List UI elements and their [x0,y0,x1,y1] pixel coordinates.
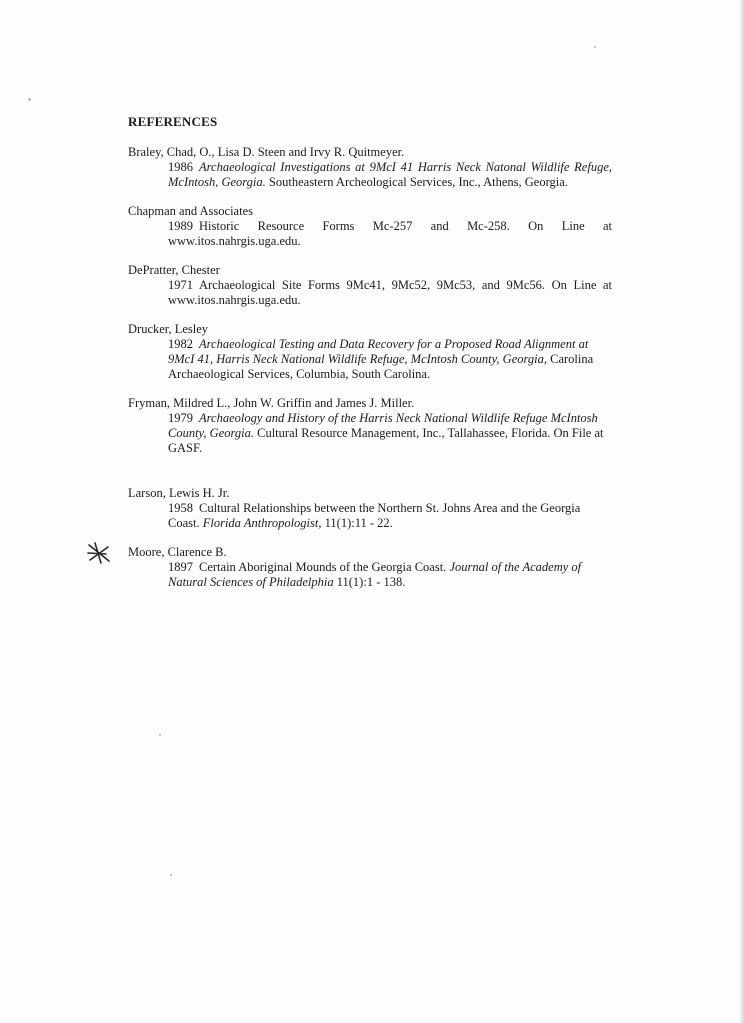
reference-text: Archaeological Site Forms 9Mc41, 9Mc52, 9Mc53, and 9Mc56. On Line at www.itos.nahrgis.uga.edu. [168,278,612,307]
reference-author: Larson, Lewis H. Jr. [128,486,230,500]
reference-pages: 11(1):1 - 138. [333,575,406,589]
reference-body [128,160,612,190]
reference-entry-moore [128,545,612,590]
references-section [128,114,612,604]
reference-body [128,501,612,531]
reference-year: 1897 [168,560,193,574]
reference-title: Archaeological Testing and Data Recovery for a Proposed Road Alignment at 9McI 41, Harris Neck National Wildlife Refuge, McIntosh County, Georgia, [168,337,589,366]
references-heading: REFERENCES [128,114,218,129]
reference-author: Drucker, Lesley [128,322,209,336]
reference-entry-depratter [128,263,612,308]
reference-author: Fryman, Mildred L., John W. Griffin and James J. Miller. [128,396,415,410]
reference-pages: 11(1):11 - 22. [321,516,393,530]
handwritten-star-icon [86,541,112,565]
reference-journal: Florida Anthropologist, [202,516,322,530]
reference-text: Historic Resource Forms Mc-257 and Mc-258. On Line at www.itos.nahrgis.uga.edu. [168,219,612,248]
reference-text: Cultural Relationships between the Northern St. Johns Area and the Georgia Coast. [168,501,581,530]
reference-year: 1989 [168,219,193,233]
reference-entry-chapman [128,204,612,249]
scan-speck [28,98,31,101]
reference-author: Moore, Clarence B. [128,545,227,559]
reference-entry-fryman [128,396,612,456]
scan-speck [170,874,172,876]
reference-body [128,411,612,456]
reference-text: Certain Aboriginal Mounds of the Georgia Coast. [199,560,447,574]
page-edge-shadow [740,0,744,1023]
reference-author: Chapman and Associates [128,204,253,218]
reference-year: 1958 [168,501,193,515]
reference-publisher: Carolina Archaeological Services, Columbia, South Carolina. [168,352,594,381]
reference-body [128,560,612,590]
reference-year: 1986 [168,160,193,174]
reference-publisher: Southeastern Archeological Services, Inc., Athens, Georgia. [265,175,568,189]
reference-year: 1982 [168,337,193,351]
reference-journal: Journal of the Academy of Natural Sciences of Philadelphia [168,560,582,589]
reference-body [128,337,612,382]
reference-title: Archaeology and History of the Harris Neck National Wildlife Refuge McIntosh County, Georgia. [168,411,598,440]
reference-entry-larson [128,486,612,531]
reference-title: Archaeological Investigations at 9McI 41 Harris Neck Natonal Wildlife Refuge, McIntosh, Georgia. [168,160,612,189]
reference-body [128,219,612,249]
reference-year: 1971 [168,278,193,292]
reference-entry-drucker [128,322,612,382]
reference-entry-braley [128,145,612,190]
scan-speck [159,734,161,736]
reference-publisher: Cultural Resource Management, Inc., Tallahassee, Florida. On File at GASF. [168,426,604,455]
reference-year: 1979 [168,411,193,425]
reference-author: Braley, Chad, O., Lisa D. Steen and Irvy R. Quitmeyer. [128,145,405,159]
reference-author: DePratter, Chester [128,263,220,277]
reference-body [128,278,612,308]
scan-speck [594,46,596,48]
